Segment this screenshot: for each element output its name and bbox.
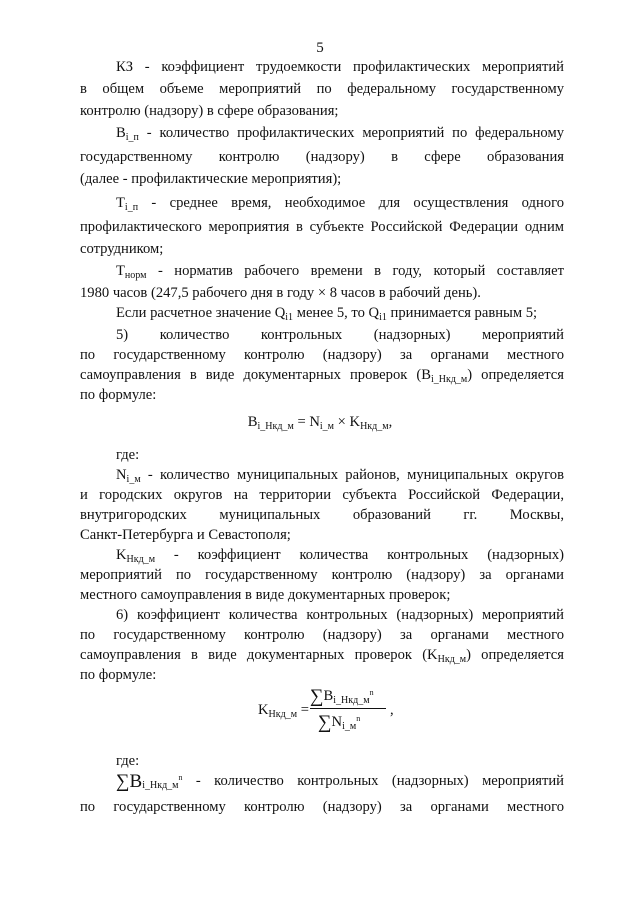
fraction-bar	[310, 708, 386, 709]
paragraph-line: профилактического мероприятия в субъекте Российской Федерации одним	[80, 219, 564, 235]
paragraph-line: $T_{норм}$ - норматив рабочего времени в году, который составляет	[116, 263, 564, 281]
paragraph-line: где:	[116, 447, 140, 463]
paragraph-line: (далее - профилактические мероприятия);	[80, 171, 342, 187]
paragraph-line: 6) коэффициент количества контрольных (надзорных) мероприятий	[116, 607, 564, 623]
formula-b-i-nkd: $B_{i\_Нкд\_м} = N_{i\_м} \times K_{Нкд\_м}$,	[247, 414, 393, 432]
paragraph-line: сотрудником;	[80, 241, 164, 257]
paragraph-line: где:	[116, 753, 140, 769]
paragraph-line: самоуправления в виде документарных проверок $(K_{Нкд\_м})$ определяется	[80, 647, 564, 665]
paragraph-line: $\sum B_{i\_Нкд\_м}^n$ - количество контрольных (надзорных) мероприятий	[116, 771, 564, 792]
paragraph-line: $N_{i\_м}$ - количество муниципальных районов, муниципальных округов	[116, 467, 564, 485]
paragraph-line: Если расчетное значение $Q_{i1}$ менее 5, то $Q_{i1}$ принимается равным 5;	[116, 305, 538, 323]
fraction-numerator: $\sum B_{i\_Нкд\_м}^n$	[310, 686, 374, 707]
paragraph-line: по государственному контролю (надзору) за органами местного	[80, 347, 564, 363]
paragraph-line: Санкт-Петербурга и Севастополя;	[80, 527, 291, 543]
paragraph-line: $K_{Нкд\_м}$ - коэффициент количества контрольных (надзорных)	[116, 547, 564, 565]
paragraph-line: КЗ - коэффициент трудоемкости профилактических мероприятий	[116, 59, 564, 75]
paragraph-line: по государственному контролю (надзору) за органами местного	[80, 799, 564, 815]
paragraph-line: и городских округов на территории субъекта Российской Федерации,	[80, 487, 564, 503]
paragraph-line: по государственному контролю (надзору) за органами местного	[80, 627, 564, 643]
paragraph-line: по формуле:	[80, 387, 157, 403]
paragraph-line: $T_{i\_п}$ - среднее время, необходимое для осуществления одного	[116, 195, 564, 213]
paragraph-line: местного самоуправления в виде документарных проверок;	[80, 587, 451, 603]
paragraph-line: 5) количество контрольных (надзорных) мероприятий	[116, 327, 564, 343]
paragraph-line: самоуправления в виде документарных проверок $(B_{i\_Нкд\_м})$ определяется	[80, 367, 564, 385]
formula-end: ,	[390, 702, 394, 718]
paragraph-line: по формуле:	[80, 667, 157, 683]
paragraph-line: $B_{i\_п}$ - количество профилактических мероприятий по федеральному	[116, 125, 564, 143]
fraction-denominator: $\sum N_{i\_м}^n$	[318, 712, 361, 733]
page-number: 5	[316, 40, 324, 56]
formula-lhs: $K_{Нкд\_м}$ =	[258, 702, 309, 720]
paragraph-line: внутригородских муниципальных образований гг. Москвы,	[80, 507, 564, 523]
paragraph-line: контролю (надзору) в сфере образования;	[80, 103, 339, 119]
paragraph-line: 1980 часов (247,5 рабочего дня в году × 8 часов в рабочий день).	[80, 285, 481, 301]
paragraph-line: государственному контролю (надзору) в сфере образования	[80, 149, 564, 165]
paragraph-line: в общем объеме мероприятий по федеральному государственному	[80, 81, 564, 97]
paragraph-line: мероприятий по государственному контролю (надзору) за органами	[80, 567, 564, 583]
formula-k-nkd	[258, 686, 408, 746]
